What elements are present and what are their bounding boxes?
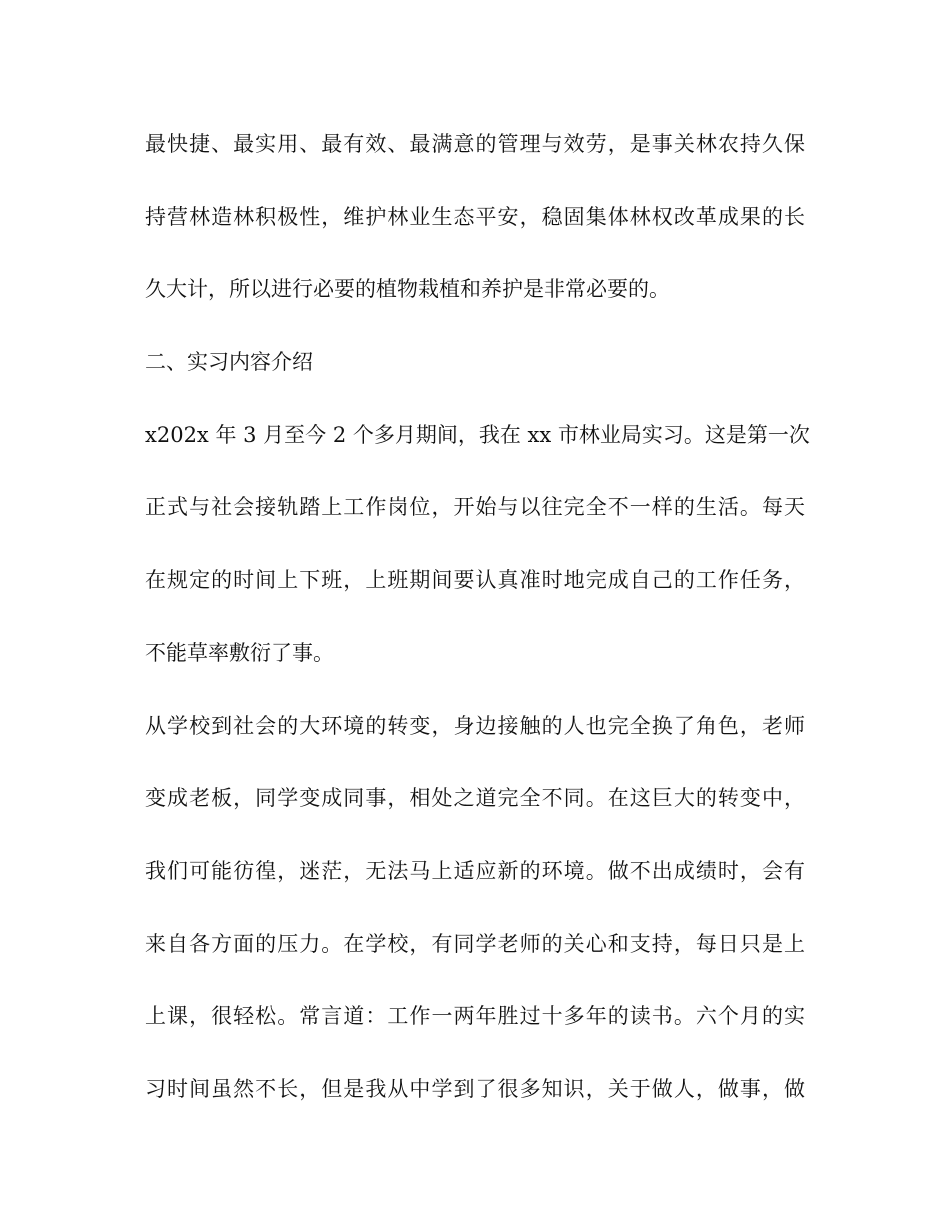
section-heading: 二、实习内容介绍 bbox=[145, 350, 313, 375]
text-line: x202x 年 3 月至今 2 个多月期间，我在 xx 市林业局实习。这是第一次 bbox=[145, 422, 810, 447]
text-line: 在规定的时间上下班，上班期间要认真准时地完成自己的工作任务， bbox=[145, 568, 805, 593]
text-line: 上课，很轻松。常言道：工作一两年胜过十多年的读书。六个月的实 bbox=[145, 1004, 805, 1029]
text-line: 不能草率敷衍了事。 bbox=[145, 640, 334, 665]
text-line: 持营林造林积极性，维护林业生态平安，稳固集体林权改革成果的长 bbox=[145, 204, 805, 229]
text-line: 久大计，所以进行必要的植物栽植和养护是非常必要的。 bbox=[145, 277, 670, 302]
text-line: 习时间虽然不长，但是我从中学到了很多知识，关于做人，做事，做 bbox=[145, 1076, 805, 1101]
text-line: 来自各方面的压力。在学校，有同学老师的关心和支持，每日只是上 bbox=[145, 931, 805, 956]
text-line: 最快捷、最实用、最有效、最满意的管理与效劳，是事关林农持久保 bbox=[145, 132, 805, 156]
text-line: 我们可能彷徨，迷茫，无法马上适应新的环境。做不出成绩时，会有 bbox=[145, 858, 805, 883]
text-line: 正式与社会接轨踏上工作岗位，开始与以往完全不一样的生活。每天 bbox=[145, 495, 805, 520]
text-line: 变成老板，同学变成同事，相处之道完全不同。在这巨大的转变中， bbox=[145, 786, 805, 811]
text-line: 从学校到社会的大环境的转变，身边接触的人也完全换了角色，老师 bbox=[145, 713, 805, 738]
document-body bbox=[145, 108, 810, 1126]
